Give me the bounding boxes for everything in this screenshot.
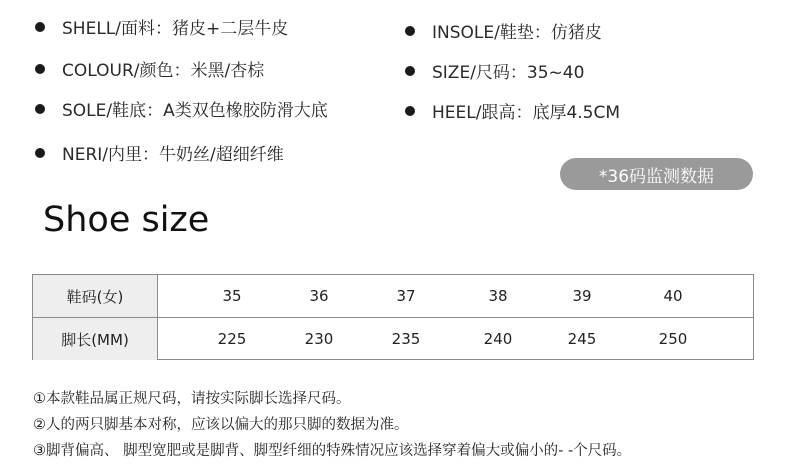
table-cell: 225 bbox=[217, 330, 247, 348]
bullet-icon bbox=[35, 104, 45, 114]
spec-size-text: SIZE/尺码：35~40 bbox=[432, 63, 585, 83]
spec-sole bbox=[35, 96, 328, 121]
bullet-icon bbox=[35, 64, 45, 74]
bullet-icon bbox=[405, 26, 415, 36]
table-cell: 36 bbox=[309, 287, 329, 305]
bullet-icon bbox=[35, 148, 45, 158]
spec-shell-text: SHELL/面料：猪皮+二层牛皮 bbox=[62, 19, 289, 39]
measurement-badge: *36码监测数据 bbox=[560, 158, 753, 190]
size-table bbox=[32, 274, 754, 360]
table-cell: 235 bbox=[391, 330, 421, 348]
spec-lining bbox=[35, 140, 284, 165]
page-title: Shoe size bbox=[43, 200, 210, 240]
spec-insole-text: INSOLE/鞋垫：仿猪皮 bbox=[432, 23, 602, 43]
bullet-icon bbox=[405, 106, 415, 116]
spec-heel-text: HEEL/跟高：底厚4.5CM bbox=[432, 103, 621, 123]
table-cell: 245 bbox=[567, 330, 597, 348]
table-cell: 250 bbox=[658, 330, 688, 348]
row-header-shoe-size: 鞋码(女) bbox=[33, 275, 158, 317]
table-cell: 38 bbox=[488, 287, 508, 305]
note-3: ③脚背偏高、 脚型宽肥或是脚背、脚型纤细的特殊情况应该选择穿着偏大或偏小的- -个尺码。 bbox=[33, 443, 632, 459]
bullet-icon bbox=[405, 66, 415, 76]
spec-colour bbox=[35, 56, 264, 81]
note-2: ②人的两只脚基本对称，应该以偏大的那只脚的数据为准。 bbox=[33, 417, 409, 433]
row-header-foot-length: 脚长(MM) bbox=[33, 318, 158, 360]
table-row bbox=[33, 318, 753, 360]
table-cell: 40 bbox=[663, 287, 683, 305]
bullet-icon bbox=[35, 22, 45, 32]
spec-colour-text: COLOUR/颜色：米黑/杏棕 bbox=[62, 61, 265, 81]
table-cell: 37 bbox=[396, 287, 416, 305]
spec-size bbox=[405, 58, 584, 83]
table-cell: 240 bbox=[483, 330, 513, 348]
table-cell: 230 bbox=[304, 330, 334, 348]
table-cell: 35 bbox=[222, 287, 242, 305]
spec-sole-text: SOLE/鞋底：A类双色橡胶防滑大底 bbox=[62, 101, 328, 121]
spec-lining-text: NERI/内里：牛奶丝/超细纤维 bbox=[62, 145, 284, 165]
spec-shell bbox=[35, 14, 288, 39]
spec-insole bbox=[405, 18, 602, 43]
table-cell: 39 bbox=[572, 287, 592, 305]
spec-heel bbox=[405, 98, 620, 123]
note-1: ①本款鞋品属正规尺码，请按实际脚长选择尺码。 bbox=[33, 391, 351, 407]
table-row bbox=[33, 275, 753, 318]
